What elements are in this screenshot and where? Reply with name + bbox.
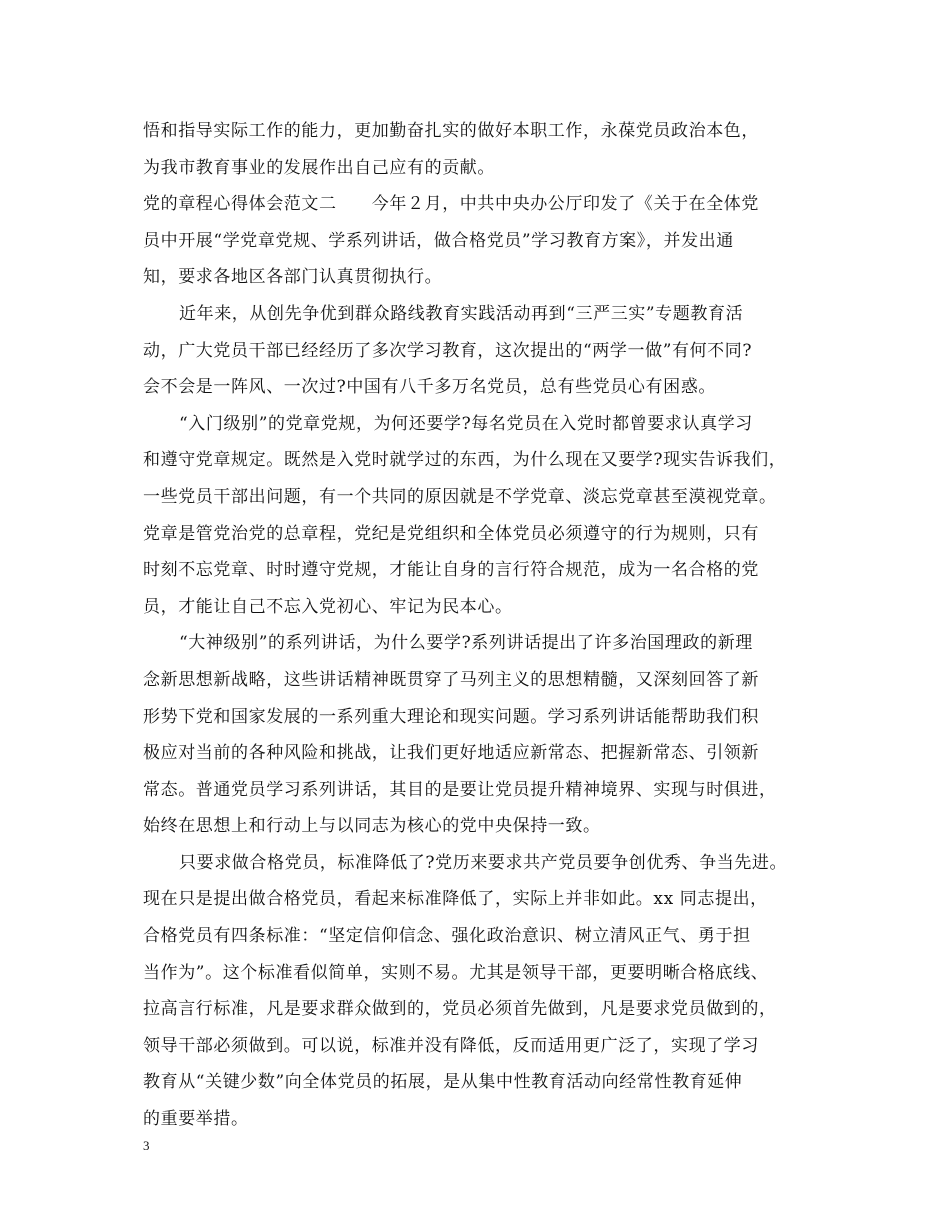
text-line: “入门级别”的党章党规，为何还要学?每名党员在入党时都曾要求认真学习 xyxy=(179,413,753,434)
text-line: 员中开展“学党章党规、学系列讲话，做合格党员”学习教育方案》，并发出通 xyxy=(143,230,734,251)
text-line: 知，要求各地区各部门认真贯彻执行。 xyxy=(143,267,443,288)
text-line: 现在只是提出做合格党员，看起来标准降低了，实际上并非如此。xx 同志提出， xyxy=(143,889,768,910)
text-line: 极应对当前的各种风险和挑战，让我们更好地适应新常态、把握新常态、引领新 xyxy=(143,743,759,764)
text-line: 拉高言行标准，凡是要求群众做到的，党员必须首先做到，凡是要求党员做到的， xyxy=(143,999,777,1020)
text-line: 当作为”。这个标准看似简单，实则不易。尤其是领导干部，更要明晰合格底线、 xyxy=(143,962,769,983)
text-line: 的重要举措。 xyxy=(143,1109,249,1130)
text-line: 员，才能让自己不忘入党初心、牢记为民本心。 xyxy=(143,596,513,617)
text-line: 时刻不忘党章、时时遵守党规，才能让自身的言行符合规范，成为一名合格的党 xyxy=(143,560,759,581)
text-line: 始终在思想上和行动上与以同志为核心的党中央保持一致。 xyxy=(143,816,601,837)
text-line: 党的章程心得体会范文二 今年２月，中共中央办公厅印发了《关于在全体党 xyxy=(143,194,759,215)
text-line: 教育从“关键少数”向全体党员的拓展，是从集中性教育活动向经常性教育延伸 xyxy=(143,1072,743,1093)
text-line: 只要求做合格党员，标准降低了?党历来要求共产党员要争创优秀、争当先进。 xyxy=(179,852,788,873)
text-line: 为我市教育事业的发展作出自己应有的贡献。 xyxy=(143,157,495,178)
text-line: 动，广大党员干部已经经历了多次学习教育，这次提出的“两学一做”有何不同? xyxy=(143,340,753,361)
text-line: 悟和指导实际工作的能力，更加勤奋扎实的做好本职工作，永葆党员政治本色， xyxy=(143,121,759,141)
text-line: 近年来，从创先争优到群众路线教育实践活动再到“三严三实”专题教育活 xyxy=(179,303,744,324)
text-line: “大神级别”的系列讲话，为什么要学?系列讲话提出了许多治国理政的新理 xyxy=(179,633,753,654)
text-line: 一些党员干部出问题，有一个共同的原因就是不学党章、淡忘党章甚至漠视党章。 xyxy=(143,486,777,507)
page-number: 3 xyxy=(143,1138,150,1153)
text-line: 党章是管党治党的总章程，党纪是党组织和全体党员必须遵守的行为规则，只有 xyxy=(143,523,759,544)
text-line: 会不会是一阵风、一次过?中国有八千多万名党员，总有些党员心有困惑。 xyxy=(143,377,716,398)
text-line: 形势下党和国家发展的一系列重大理论和现实问题。学习系列讲话能帮助我们积 xyxy=(143,706,759,727)
text-line: 常态。普通党员学习系列讲话，其目的是要让党员提升精神境界、实现与时俱进， xyxy=(143,779,777,800)
text-line: 念新思想新战略，这些讲话精神既贯穿了马列主义的思想精髓，又深刻回答了新 xyxy=(143,669,759,690)
text-line: 合格党员有四条标准：“坚定信仰信念、强化政治意识、树立清风正气、勇于担 xyxy=(143,926,751,947)
body-text xyxy=(143,113,823,1138)
text-line: 领导干部必须做到。可以说，标准并没有降低，反而适用更广泛了，实现了学习 xyxy=(143,1035,759,1056)
text-line: 和遵守党章规定。既然是入党时就学过的东西，为什么现在又要学?现实告诉我们， xyxy=(143,450,787,471)
